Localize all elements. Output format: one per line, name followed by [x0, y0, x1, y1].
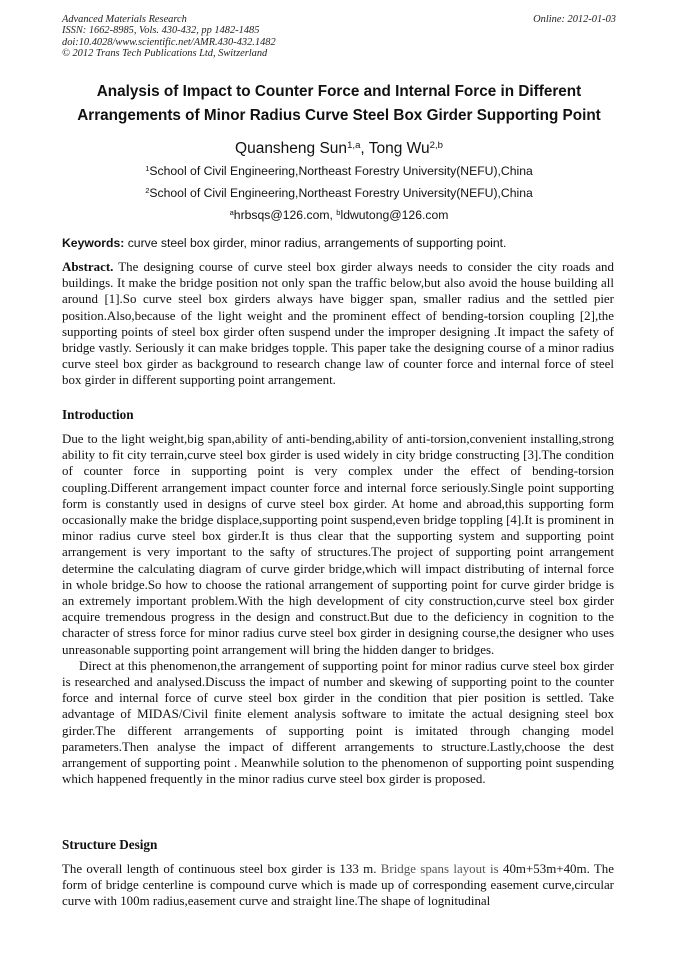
affiliation-2	[40, 185, 638, 201]
keywords	[62, 235, 618, 251]
structure-text-highlight: Bridge spans layout is	[380, 861, 499, 876]
structure-design-body	[62, 861, 614, 910]
paragraph: Due to the light weight,big span,ability of anti-bending,ability of anti-torsion,convenient installing,strong ability to fit city terrain,curve steel box girder is used widely in city bridge constructing [3].The condition of counter force in supporting point is very complex under the effect of bending-torsion coupling.Different arrangement impact counter force and internal force seriously.Single point supporting form is constantly used in designs of curve steel box girder. At home and abroad,this supporting form occasionally make the bridge displace,supporting point suspend,even bridge toppling [4].It is prominent in minor radius curve steel box girder.It is thus clear that the supporting system and supporting point arrangement is very important to the safty of structures.The project of supporting point arrangement determine the calculating diagram of curve girder bridge,which will impact distributing of internal force in whole bridge.So how to choose the rational arrangement of supporting point for curve girder bridge is an extremely important problem.With the high development of city construction,curve steel box girder acquire tremendous progress in the design and construct.But due to the deficiency in cognition to the character of stress force for minor radius curve steel box girder in designing course,the designer who uses unreasonable supporting point arrangement will bring the hidden danger to bridges.	[62, 431, 614, 657]
author-separator: ,	[360, 140, 369, 157]
structure-text: The overall length of continuous steel box girder is 133 m.	[62, 861, 381, 876]
paragraph: Direct at this phenomenon,the arrangement of supporting point for minor radius curve steel box girder is researched and analysed.Discuss the impact of number and skewing of supporting point to the counter force and internal force of curve steel box girder in the condition that pier position is settled. Take advantage of MIDAS/Civil finite element analysis software to imitate the actual designing steel box girder.The different arrangements of supporting point is imitated through changing model parameters.Then analyse the impact of different arrangements to structure.Lastly,choose the dest arrangement of supporting point . Meanwhile solution to the phenomenon of supporting point suspending which happened frequently in the minor radius curve steel box girder is proposed.	[62, 657, 614, 787]
online-date: Online: 2012-01-03	[533, 14, 616, 25]
affiliation-text: School of Civil Engineering,Northeast Forestry University(NEFU),China	[149, 164, 533, 178]
journal-name: Advanced Materials Research	[62, 14, 187, 25]
section-heading-introduction: Introduction	[62, 407, 134, 422]
author-list	[40, 139, 638, 159]
keywords-text: curve steel box girder, minor radius, arrangements of supporting point.	[124, 236, 507, 250]
email-mark: b	[336, 207, 341, 217]
abstract-text: The designing course of curve steel box girder always needs to consider the city roads and buildings. It make the bridge position not only span the traffic below,but also avoid the house building all around [1].So curve steel box girders always have bigger span, smaller radius and the settled pier position.Also,because of the light weight and the prominent effect of bending-torsion coupling [2],the supporting points of steel box girder often suspend under the improper designing .It impact the safety of bridge vastly. Seriously it can make bridges topple. This paper take the designing course of a minor radius curve steel box girder as background to research change law of counter force and internal force of steel box girder in different supporting point arrangement.	[62, 259, 614, 388]
abstract	[62, 259, 614, 389]
email-mark: a	[229, 207, 234, 217]
author-name: Tong Wu	[368, 140, 430, 157]
email-link[interactable]: hrbsqs@126.com,	[233, 208, 337, 222]
affiliation-mark: 2	[145, 185, 150, 195]
author-affiliation-mark: 1,a	[347, 139, 361, 151]
abstract-label: Abstract.	[62, 259, 114, 274]
copyright-line: © 2012 Trans Tech Publications Ltd, Switzerland	[62, 48, 268, 60]
doi-line[interactable]: doi:10.4028/www.scientific.net/AMR.430-432.1482	[62, 36, 276, 48]
section-heading-structure-design: Structure Design	[62, 837, 158, 852]
author-affiliation-mark: 2,b	[429, 139, 443, 151]
introduction-body	[62, 431, 614, 787]
journal-header	[62, 14, 616, 60]
paper-title	[40, 80, 638, 128]
affiliation-mark: 1	[145, 163, 150, 173]
issn-line: ISSN: 1662-8985, Vols. 430-432, pp 1482-1485	[62, 25, 260, 37]
structure-text: 40m+53m+40m. The form of bridge centerline is compound curve which is made up of corresponding easement curve,circular curve with 100m radius,easement curve and straight line.The shape of lognitudinal	[62, 861, 614, 909]
author-name: Quansheng Sun	[235, 140, 348, 157]
title-line-2: Arrangements of Minor Radius Curve Steel Box Girder Supporting Point	[77, 107, 601, 124]
affiliation-1	[40, 163, 638, 179]
affiliation-text: School of Civil Engineering,Northeast Forestry University(NEFU),China	[149, 186, 533, 200]
author-emails	[40, 207, 638, 223]
keywords-label: Keywords:	[62, 236, 125, 250]
title-line-1: Analysis of Impact to Counter Force and Internal Force in Different	[96, 83, 582, 100]
email-link[interactable]: ldwutong@126.com	[340, 208, 449, 222]
